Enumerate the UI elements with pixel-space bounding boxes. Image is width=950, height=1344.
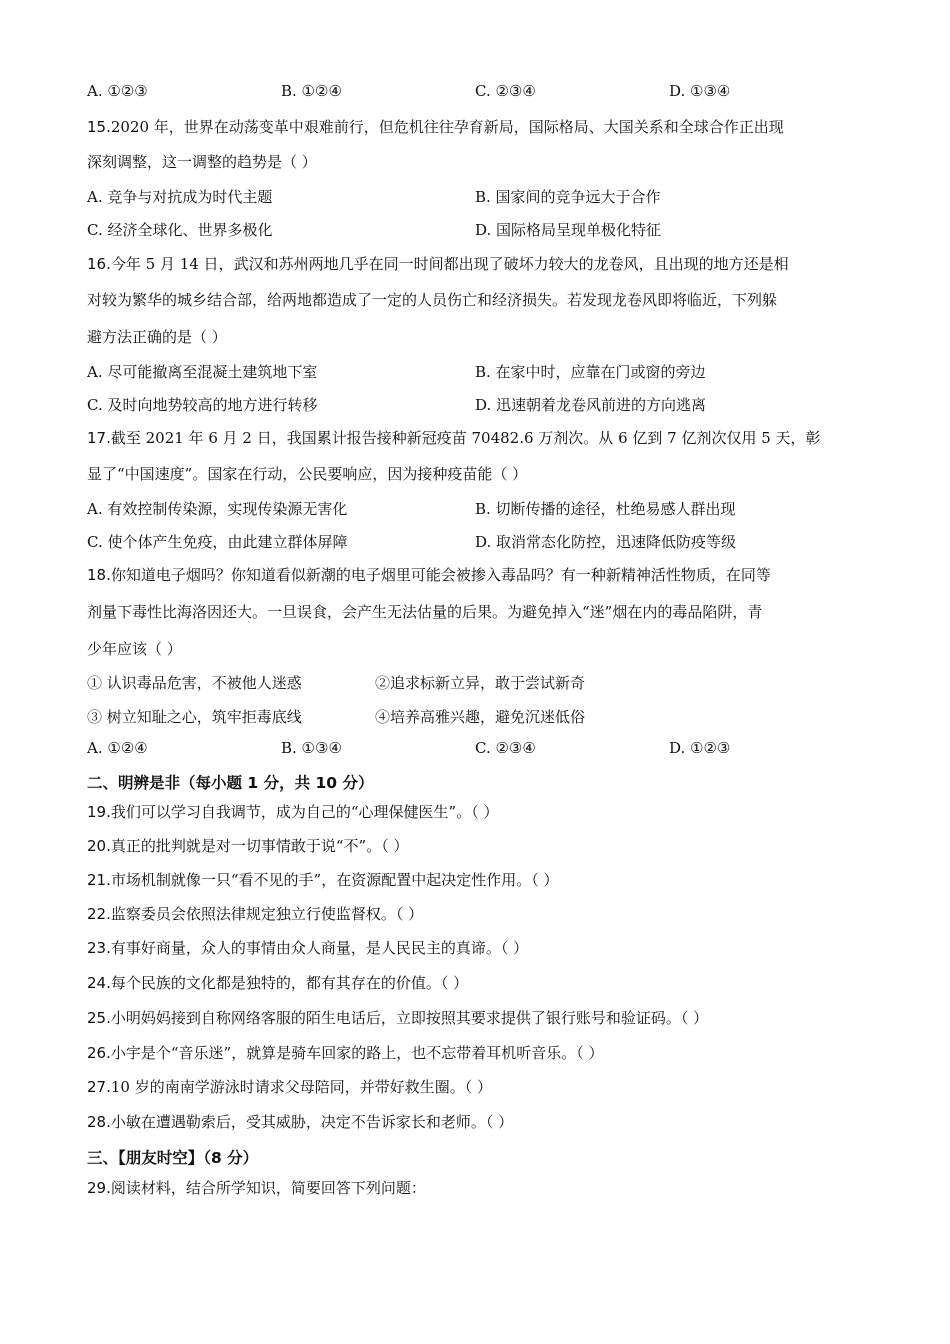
q16-option-a: A. 尽可能撤离至混凝土建筑地下室 (87, 363, 318, 381)
tf-item-23 (87, 937, 528, 958)
tf-number: 24. (87, 974, 111, 992)
q14-option-b: B. ①②④ (281, 82, 342, 100)
q15-option-a: A. 竞争与对抗成为时代主题 (87, 188, 273, 206)
q16-option-b: B. 在家中时，应靠在门或窗的旁边 (475, 363, 706, 381)
q16-option-d: D. 迅速朝着龙卷风前进的方向逃离 (475, 396, 707, 414)
q15-option-c: C. 经济全球化、世界多极化 (87, 221, 273, 239)
q18-line-2: 剂量下毒性比海洛因还大。一旦误食，会产生无法估量的后果。为避免掉入“迷”烟在内的毒品陷阱，青 (87, 603, 763, 621)
q18-number: 18. (87, 566, 111, 584)
tf-text: 有事好商量，众人的事情由众人商量，是人民民主的真谛。（ ） (110, 939, 529, 957)
tf-item-27 (87, 1076, 492, 1097)
q18-statement-4: ④培养高雅兴趣，避免沉迷低俗 (375, 708, 586, 726)
q17-option-b: B. 切断传播的途径，杜绝易感人群出现 (475, 500, 736, 518)
q16-option-c: C. 及时向地势较高的地方进行转移 (87, 396, 318, 414)
tf-item-20 (87, 835, 408, 856)
q18-option-d: D. ①②③ (669, 739, 731, 757)
tf-text: 市场机制就像一只“看不见的手”，在资源配置中起决定性作用。（ ） (110, 871, 559, 889)
tf-item-24 (87, 972, 468, 993)
q29-text: 阅读材料，结合所学知识，简要回答下列问题： (110, 1179, 426, 1197)
q14-option-a: A. ①②③ (87, 82, 148, 100)
q15-option-d: D. 国际格局呈现单极化特征 (475, 221, 662, 239)
q18-option-a: A. ①②④ (87, 739, 148, 757)
q15-text-1: 2020 年，世界在动荡变革中艰难前行，但危机往往孕育新局，国际格局、大国关系和全球合作正出现 (110, 118, 784, 136)
q17-line-2: 显了“中国速度”。国家在行动，公民要响应，因为接种疫苗能（ ） (87, 465, 528, 483)
q16-line-3: 避方法正确的是（ ） (87, 328, 227, 346)
tf-text: 10 岁的南南学游泳时请求父母陪同，并带好救生圈。（ ） (110, 1078, 492, 1096)
tf-text: 小明妈妈接到自称网络客服的陌生电话后，立即按照其要求提供了银行账号和验证码。（ ） (110, 1009, 709, 1027)
q17-number: 17. (87, 429, 111, 447)
section-3-title: 三、【朋友时空】（8 分） (87, 1149, 259, 1167)
tf-number: 20. (87, 837, 111, 855)
tf-number: 23. (87, 939, 111, 957)
tf-number: 21. (87, 871, 111, 889)
q15-line-1 (87, 116, 784, 137)
tf-number: 22. (87, 905, 111, 923)
q18-text-1: 你知道电子烟吗？你知道看似新潮的电子烟里可能会被掺入毒品吗？有一种新精神活性物质，在同等 (110, 566, 771, 584)
q17-option-d: D. 取消常态化防控，迅速降低防疫等级 (475, 533, 737, 551)
q17-text-1: 截至 2021 年 6 月 2 日，我国累计报告接种新冠疫苗 70482.6 万剂次。从 6 亿到 7 亿剂次仅用 5 天，彰 (110, 429, 821, 447)
tf-number: 19. (87, 803, 111, 821)
tf-number: 25. (87, 1009, 111, 1027)
tf-item-28 (87, 1111, 513, 1132)
q18-statement-3: ③ 树立知耻之心，筑牢拒毒底线 (87, 708, 302, 726)
q14-option-d: D. ①③④ (669, 82, 731, 100)
q15-number: 15. (87, 118, 111, 136)
q18-statement-2: ②追求标新立异，敢于尝试新奇 (375, 674, 586, 692)
section-2-title: 二、明辨是非（每小题 1 分，共 10 分） (87, 774, 374, 792)
tf-item-25 (87, 1007, 708, 1028)
q18-option-b: B. ①③④ (281, 739, 342, 757)
q18-line-3: 少年应该（ ） (87, 640, 182, 658)
q16-line-2: 对较为繁华的城乡结合部，给两地都造成了一定的人员伤亡和经济损失。若发现龙卷风即将临近，下列躲 (87, 291, 778, 309)
question-29 (87, 1177, 426, 1198)
tf-item-26 (87, 1042, 603, 1063)
tf-number: 27. (87, 1078, 111, 1096)
q18-line-1 (87, 564, 771, 585)
q16-text-1: 今年 5 月 14 日，武汉和苏州两地几乎在同一时间都出现了破坏力较大的龙卷风，且出现的地方还是相 (110, 255, 789, 273)
q16-line-1 (87, 253, 789, 274)
q15-option-b: B. 国家间的竞争远大于合作 (475, 188, 661, 206)
q17-option-c: C. 使个体产生免疫，由此建立群体屏障 (87, 533, 348, 551)
tf-text: 我们可以学习自我调节，成为自己的“心理保健医生”。（ ） (110, 803, 499, 821)
q17-option-a: A. 有效控制传染源，实现传染源无害化 (87, 500, 348, 518)
tf-number: 26. (87, 1044, 111, 1062)
q16-number: 16. (87, 255, 111, 273)
q18-statement-1: ① 认识毒品危害，不被他人迷惑 (87, 674, 302, 692)
tf-text: 监察委员会依照法律规定独立行使监督权。（ ） (110, 905, 424, 923)
tf-item-19 (87, 801, 498, 822)
q14-option-c: C. ②③④ (475, 82, 536, 100)
q17-line-1 (87, 427, 821, 448)
tf-text: 真正的批判就是对一切事情敢于说“不”。（ ） (110, 837, 409, 855)
tf-text: 小宇是个“音乐迷”，就算是骑车回家的路上，也不忘带着耳机听音乐。（ ） (110, 1044, 604, 1062)
q29-number: 29. (87, 1179, 111, 1197)
tf-text: 小敏在遭遇勒索后，受其威胁，决定不告诉家长和老师。（ ） (110, 1113, 514, 1131)
tf-item-22 (87, 903, 423, 924)
q18-option-c: C. ②③④ (475, 739, 536, 757)
q15-line-2: 深刻调整，这一调整的趋势是（ ） (87, 153, 317, 171)
tf-item-21 (87, 869, 558, 890)
tf-text: 每个民族的文化都是独特的，都有其存在的价值。（ ） (110, 974, 469, 992)
tf-number: 28. (87, 1113, 111, 1131)
